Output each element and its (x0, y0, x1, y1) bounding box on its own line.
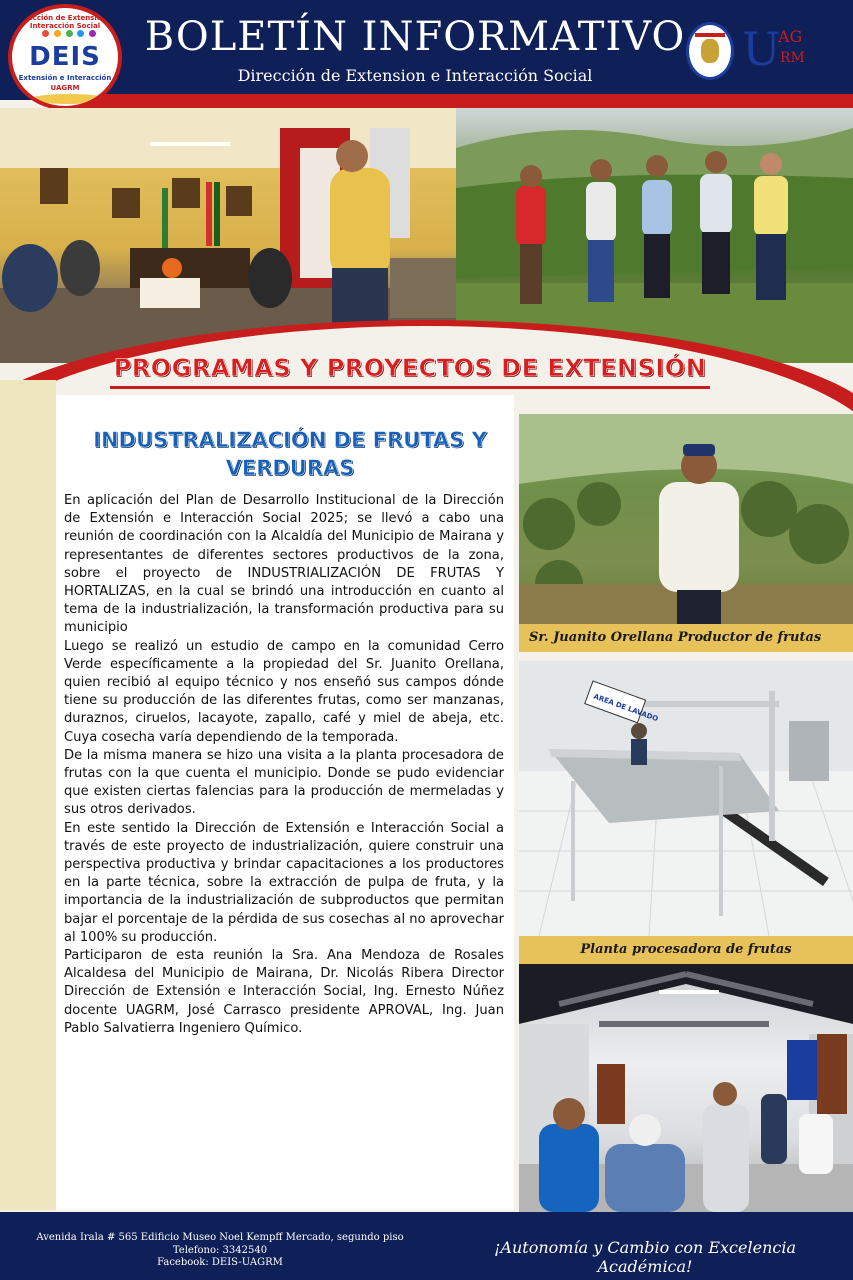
footer-address: Avenida Irala # 565 Edificio Museo Noel Kempff Mercado, segundo piso (36, 1232, 404, 1243)
header-red-stripe (60, 94, 853, 108)
uagrm-logo-ag: AG (778, 27, 803, 46)
deis-logo-word: DEIS (29, 42, 101, 72)
footer-contact (20, 1232, 420, 1270)
article-title: INDUSTRALIZACIÓN DE FRUTAS Y VERDURAS (93, 428, 487, 480)
caption-juanito: Sr. Juanito Orellana Productor de frutas (519, 624, 853, 652)
article-paragraph-3: De la misma manera se hizo una visita a la planta procesadora de frutas con la que cuenta el municipio. Donde se pudo evidenciar que existen ciertas falencias para la producción de mermeladas y sus otros derivados. (64, 747, 504, 818)
section-title: PROGRAMAS Y PROYECTOS DE EXTENSIÓN (113, 354, 707, 382)
footer-phone: Telefono: 3342540 (172, 1244, 268, 1256)
article-paragraph-1: En aplicación del Plan de Desarrollo Institucional de la Dirección de Extensión e Interacción Social 2025; se llevó a cabo una reunión de coordinación con la Alcaldía del Municipio de Mairana y representantes de diferentes sectores productivos de la zona, sobre el proyecto de INDUSTRIALIZACIÓN DE FRUTAS Y HORTALIZAS, en la cual se brindó una introducción en cuanto al tema de la industrialización, la transformación productiva para su municipio (64, 493, 504, 636)
page-subtitle: Dirección de Extension e Interacción Social (237, 66, 593, 85)
room-meeting-photo (519, 964, 853, 1212)
plant-sign-text: AREA DE LAVADO (592, 692, 660, 724)
article-body (64, 492, 504, 1038)
caption-plant: Planta procesadora de frutas (519, 936, 853, 964)
section-underline (110, 386, 710, 389)
article-paragraph-4: En este sentido la Dirección de Extensión e Interacción Social a través de este proyecto de industrialización, quiere construir una perspectiva productiva y brindar capacitaciones a los productores en la parte técnica, sobre la extracción de pulpa de fruta, y la importancia de la industrialización de subproductos que permitan bajar el porcentaje de la pérdida de sus cosechas al no aprovechar al 100% su producción. (64, 820, 504, 945)
article-paragraph-2: Luego se realizó un estudio de campo en la comunidad Cerro Verde específicamente a la propiedad del Sr. Juanito Orellana, quien recibió al equipo técnico y nos enseñó sus campos dónde tiene su producción de las diferentes frutas, como ser manzanas, duraznos, ciruelos, lacayote, zapallo, café y miel de abeja, etc. Cuya cosecha varía dependiendo de la temporada. (64, 638, 504, 745)
left-decorative-bar (0, 380, 56, 1210)
university-seal-icon (686, 22, 734, 80)
uagrm-logo-u: U (742, 22, 781, 76)
deis-logo (8, 4, 122, 110)
footer-facebook: Facebook: DEIS-UAGRM (157, 1257, 283, 1268)
uagrm-logo (742, 24, 822, 80)
uagrm-logo-rm: RM (780, 50, 805, 66)
page-title: BOLETÍN INFORMATIVO (144, 14, 686, 60)
processing-plant-photo (519, 661, 853, 936)
deis-logo-ring-text: Dirección de Extensión e Interacción Social (16, 14, 114, 30)
footer-slogan: ¡Autonomía y Cambio con Excelencia Académica! (494, 1238, 796, 1276)
juanito-orellana-photo (519, 414, 853, 624)
deis-logo-dots (42, 30, 96, 40)
article-paragraph-5: Participaron de esta reunión la Sra. Ana Mendoza de Rosales Alcaldesa del Municipio de Mairana, Dr. Nicolás Ribera Director Dirección de Extensión e Interacción Social, Ing. Ernesto Núñez docente UAGRM, José Carrasco presidente APROVAL, Ing. Juan Pablo Salvatierra Ingeniero Químico. (64, 948, 504, 1036)
deis-logo-line2: UAGRM (50, 84, 80, 92)
deis-logo-line1: Extensión e Interacción (18, 74, 112, 82)
deis-logo-swoosh (30, 94, 108, 104)
